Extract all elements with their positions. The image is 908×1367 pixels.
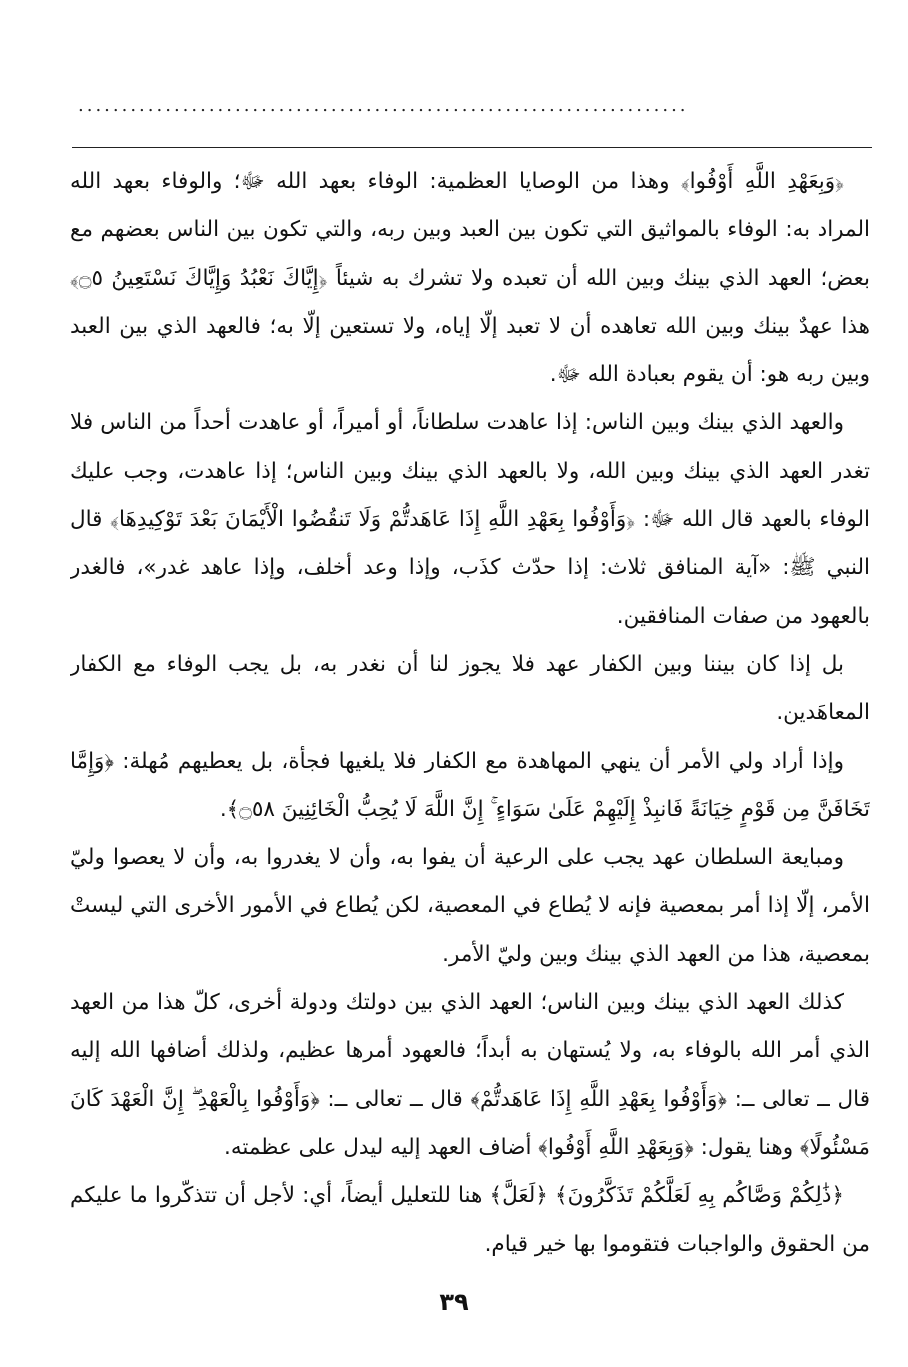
separator-dots: ...................................................................... xyxy=(78,96,689,116)
header-rule xyxy=(72,147,872,148)
paragraph: بل إذا كان بيننا وبين الكفار عهد فلا يجوز لنا أن نغدر به، بل يجب الوفاء مع الكفار المعاهَدين. xyxy=(70,651,870,726)
page-number: ٣٩ xyxy=(439,1288,469,1316)
paragraph: كذلك العهد الذي بينك وبين الناس؛ العهد الذي بين دولتك ودولة أخرى، كلّ هذا من العهد الذي أمر الله بالوفاء به، ولا يُستهان به أبداً؛ فالعهود أمرها عظيم، ولذلك أضافها الله إليه قال ــ تعالى ــ: ﴿وَأَوْفُوا بِعَهْدِ اللَّهِ إِذَا عَاهَدتُّمْ﴾ قال ــ تعالى ــ: ﴿وَأَوْفُوا بِالْعَهْدِ ۖ إِنَّ الْعَهْدَ كَانَ مَسْئُولًا﴾ وهنا يقول: ﴿وَبِعَهْدِ اللَّهِ أَوْفُوا﴾ أضاف العهد إليه ليدل على عظمته. xyxy=(70,990,870,1160)
paragraph: وإذا أراد ولي الأمر أن ينهي المهاهدة مع الكفار فلا يلغيها فجأة، بل يعطيهم مُهلة: ﴿وَإِمَّا تَخَافَنَّ مِن قَوْمٍ خِيَانَةً فَانبِذْ إِلَيْهِمْ عَلَىٰ سَوَاءٍ ۚ إِنَّ اللَّهَ لَا يُحِبُّ الْخَائِنِينَ ۝٥٨﴾. xyxy=(70,748,870,822)
paragraph: ﴿ذَٰلِكُمْ وَصَّاكُم بِهِ لَعَلَّكُمْ تَذَكَّرُونَ﴾ ﴿لَعَلَّ﴾ هنا للتعليل أيضاً، أي: لأجل أن تتذكّروا ما عليكم من الحقوق والواجبات فتقوموا بها خير قيام. xyxy=(70,1183,870,1257)
paragraph: ومبايعة السلطان عهد يجب على الرعية أن يفوا به، وأن لا يغدروا به، وأن لا يعصوا وليّ الأمر، إلّا إذا أمر بمعصية فإنه لا يُطاع في المعصية، لكن يُطاع في الأمور الأخرى التي ليستْ بمعصية، هذا من العهد الذي بينك وبين وليّ الأمر. xyxy=(70,845,870,967)
paragraph: ﴿وَبِعَهْدِ اللَّهِ أَوْفُوا﴾ وهذا من الوصايا العظمية: الوفاء بعهد الله ﷻ؛ والوفاء بعهد الله المراد به: الوفاء بالمواثيق التي تكون بين العبد وبين ربه، والتي تكون بين الناس بعضهم مع بعض؛ العهد الذي بينك وبين الله أن تعبده ولا تشرك به شيئاً ﴿إِيَّاكَ نَعْبُدُ وَإِيَّاكَ نَسْتَعِينُ ۝٥﴾ هذا عهدٌ بينك وبين الله تعاهده أن لا تعبد إلّا إياه، ولا تستعين إلّا به؛ فالعهد الذي بين العبد وبين ربه هو: أن يقوم بعبادة الله ﷻ. xyxy=(70,169,870,388)
paragraph: والعهد الذي بينك وبين الناس: إذا عاهدت سلطاناً، أو أميراً، أو عاهدت أحداً من الناس فلا تغدر العهد الذي بينك وبين الله، ولا بالعهد الذي بينك وبين الناس؛ إذا عاهدت، وجب عليك الوفاء بالعهد قال الله ﷻ: ﴿وَأَوْفُوا بِعَهْدِ اللَّهِ إِذَا عَاهَدتُّمْ وَلَا تَنقُضُوا الْأَيْمَانَ بَعْدَ تَوْكِيدِهَا﴾ قال النبي ﷺ: «آية المنافق ثلاث: إذا حدّث كذَب، وإذا وعد أخلف، وإذا عاهد غدر»، فالغدر بالعهود من صفات المنافقين. xyxy=(70,410,870,629)
page-body xyxy=(70,158,870,1268)
